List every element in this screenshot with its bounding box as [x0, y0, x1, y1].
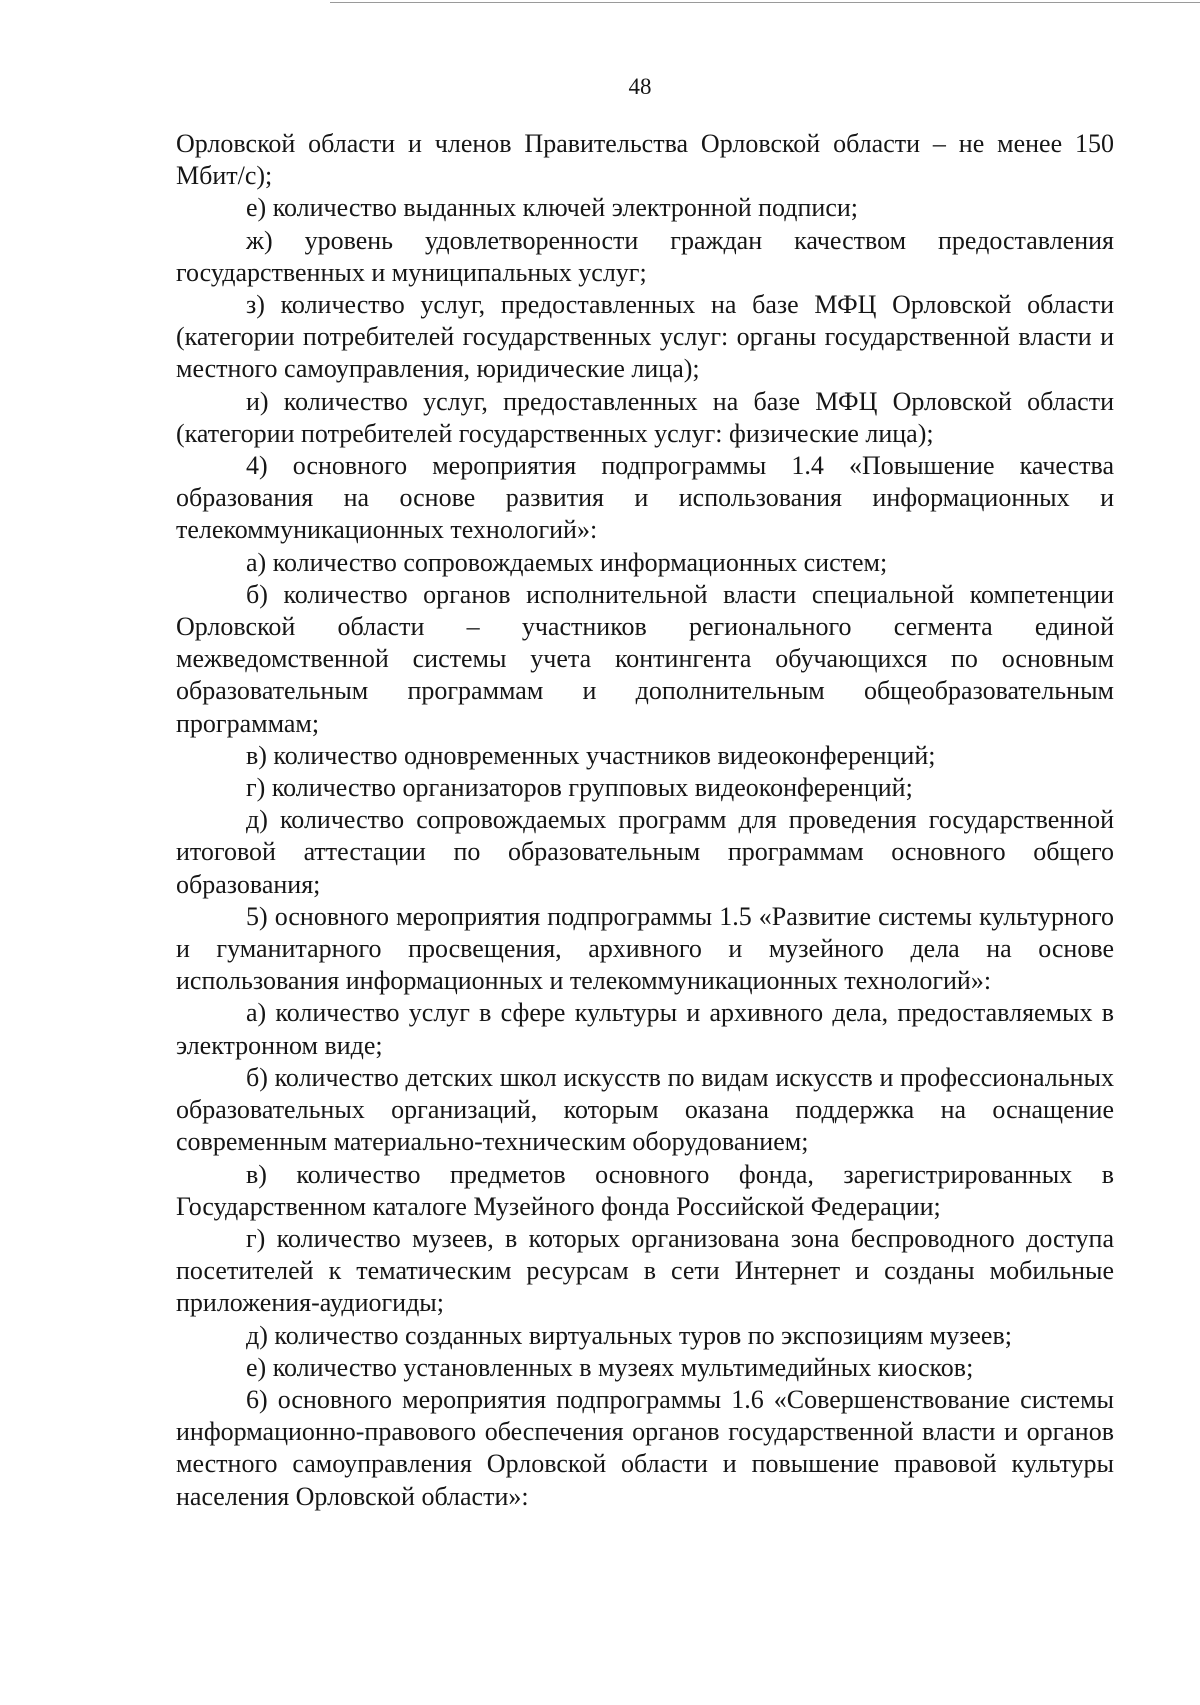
paragraph: г) количество организаторов групповых видеоконференций; — [246, 773, 913, 803]
paragraph: и) количество услуг, предоставленных на базе МФЦ Орловской области (категории потребителей государственных услуг: физические лица); — [176, 386, 1114, 448]
paragraph: в) количество предметов основного фонда, зарегистрированных в Государственном каталоге Музейного фонда Российской Федерации; — [176, 1159, 1114, 1221]
paragraph: б) количество детских школ искусств по видам искусств и профессиональных образовательных организаций, которым оказана поддержка на оснащение современным материально-техническим оборудованием; — [176, 1062, 1114, 1157]
page-number: 48 — [628, 74, 652, 99]
paragraph: 4) основного мероприятия подпрограммы 1.4 «Повышение качества образования на основе развития и использования информационных и телекоммуникационных технологий»: — [176, 451, 1114, 545]
paragraph: е) количество установленных в музеях мультимедийных киосков; — [246, 1352, 974, 1382]
scan-edge-line — [330, 2, 1200, 3]
paragraph: д) количество созданных виртуальных туров по экспозициям музеев; — [246, 1320, 1012, 1350]
paragraph: Орловской области и членов Правительства Орловской области – не менее 150 Мбит/с); — [176, 129, 1114, 191]
document-body — [176, 128, 1114, 1513]
paragraph: е) количество выданных ключей электронной подписи; — [246, 193, 859, 223]
paragraph: а) количество сопровождаемых информационных систем; — [246, 547, 888, 577]
paragraph: д) количество сопровождаемых программ для проведения государственной итоговой аттестации по образовательным программам основного общего образования; — [176, 805, 1114, 899]
paragraph: а) количество услуг в сфере культуры и архивного дела, предоставляемых в электронном виде; — [176, 998, 1114, 1060]
paragraph: г) количество музеев, в которых организована зона беспроводного доступа посетителей к тематическим ресурсам в сети Интернет и созданы мобильные приложения-аудиогиды; — [176, 1223, 1114, 1318]
paragraph: 6) основного мероприятия подпрограммы 1.6 «Совершенствование системы информационно-правового обеспечения органов государственной власти и органов местного самоуправления Орловской области и повышение правовой культуры населения Орловской области»: — [176, 1384, 1114, 1511]
paragraph: ж) уровень удовлетворенности граждан качеством предоставления государственных и муниципальных услуг; — [176, 225, 1114, 287]
paragraph: з) количество услуг, предоставленных на базе МФЦ Орловской области (категории потребителей государственных услуг: органы государственной власти и местного самоуправления, юридические лица); — [176, 290, 1114, 384]
paragraph: б) количество органов исполнительной власти специальной компетенции Орловской области – участников регионального сегмента единой межведомственной системы учета контингента обучающихся по основным образовательным программам и дополнительным общеобразовательным программам; — [176, 579, 1114, 738]
paragraph: 5) основного мероприятия подпрограммы 1.5 «Развитие системы культурного и гуманитарного просвещения, архивного и музейного дела на основе использования информационных и телекоммуникационных технологий»: — [176, 901, 1114, 996]
paragraph: в) количество одновременных участников видеоконференций; — [246, 740, 936, 770]
